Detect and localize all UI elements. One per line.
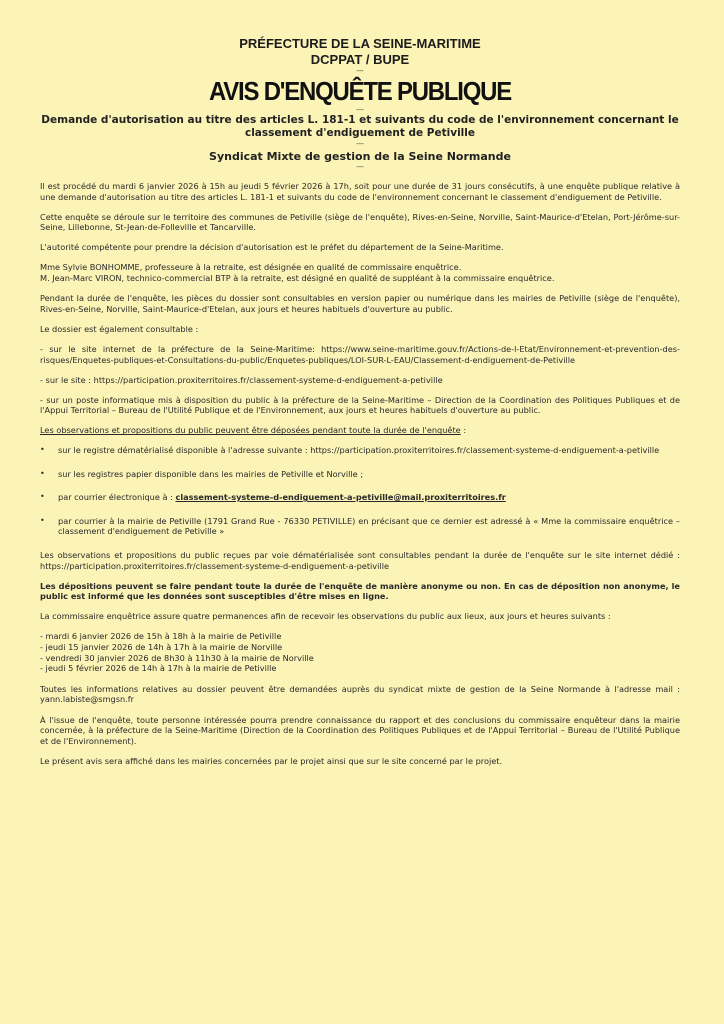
list-item: • sur le registre dématérialisé disponible à l'adresse suivante : https://participation.proxiterritoires.fr/classement-systeme-d-endiguement-a-petiville: [40, 445, 680, 456]
separator: ---: [356, 163, 364, 171]
paragraph-consultation: Pendant la durée de l'enquête, les pièces du dossier sont consultables en version papier ou numérique dans les mairies de Petiville (siège de l'enquête), Rives-en-Seine, Norville, Saint-Maurice-d'Etelan, aux jours et heures habituels d'ouverture au public.: [40, 293, 680, 314]
paragraph-territory: Cette enquête se déroule sur le territoire des communes de Petiville (siège de l'enquête), Rives-en-Seine, Norville, Saint-Maurice-d'Etelan, Port-Jérôme-sur-Seine, Lillebonne, St-Jean-de-Folleville et Tancarville.: [40, 211, 680, 233]
paragraph-commissioner: Mme Sylvie BONHOMME, professeure à la retraite, est désignée en qualité de commissaire enquêtrice.: [40, 262, 462, 273]
paragraph-substitute: M. Jean-Marc VIRON, technico-commercial BTP à la retraite, est désigné en qualité de suppléant à la commissaire enquêtrice.: [40, 273, 555, 284]
paragraph-contact: Toutes les informations relatives au dossier peuvent être demandées auprès du syndicat mixte de gestion de la Seine Normande à l'adresse mail : yann.labiste@smgsn.fr: [40, 683, 680, 705]
permanence-item: - jeudi 15 janvier 2026 de 14h à 17h à la mairie de Norville: [40, 642, 283, 653]
permanences-list: [40, 631, 680, 673]
list-item: • par courrier à la mairie de Petiville (1791 Grand Rue - 76330 PETIVILLE) en précisant que ce dernier est adressé à « Mme la commissaire enquêtrice – classement d'endiguement de Petiville »: [40, 516, 680, 537]
observations-list: [40, 445, 680, 537]
permanence-item: - jeudi 5 février 2026 de 14h à 17h à la mairie de Petiville: [40, 663, 277, 674]
paragraph-permanences-intro: La commissaire enquêtrice assure quatre permanences afin de recevoir les observations du public aux lieux, aux jours et heures suivants :: [40, 611, 611, 622]
permanence-item: - vendredi 30 janvier 2026 de 8h30 à 11h30 à la mairie de Norville: [40, 652, 314, 663]
subtitle: Demande d'autorisation au titre des articles L. 181-1 et suivants du code de l'environnement concernant le classement d'endiguement de Petiville: [41, 114, 679, 139]
paragraph-also-available: Le dossier est également consultable :: [40, 323, 199, 334]
list-item: • sur les registres papier disponible dans les mairies de Petiville et Norville ;: [40, 469, 680, 480]
list-item: [40, 492, 680, 503]
department-code: DCPPAT / BUPE: [310, 52, 410, 67]
paragraph-prefecture-site: - sur le site internet de la préfecture de la Seine-Maritime: https://www.seine-maritime.gouv.fr/Actions-de-l-Etat/Environnement-et-prevention-des-risques/Enquetes-publiques-et-Consultations-du-public/Enquetes-publiques/LOI-SUR-L-EAU/Classement-d-endiguement-de-Petiville: [40, 343, 680, 365]
separator: ---: [356, 106, 364, 114]
separator: ---: [356, 140, 364, 148]
paragraph-anonymity: Les dépositions peuvent se faire pendant toute la durée de l'enquête de manière anonyme ou non. En cas de déposition non anonyme, le public est informé que les données sont susceptibles d'être mises en ligne.: [40, 580, 680, 602]
observations-heading: [40, 425, 680, 436]
header: [40, 36, 680, 76]
notice-body: [40, 181, 680, 766]
page-title: AVIS D'ENQUÊTE PUBLIQUE: [208, 76, 512, 106]
syndicat-name: Syndicat Mixte de gestion de la Seine Normande: [209, 150, 511, 163]
email-link[interactable]: classement-systeme-d-endiguement-a-petiville@mail.proxiterritoires.fr: [175, 492, 506, 503]
paragraph-online-observations: Les observations et propositions du public reçues par voie dématérialisée sont consultables pendant la durée de l'enquête sur le site internet dédié : https://participation.proxiterritoires.fr/classement-systeme-d-endiguement-a-petiville: [40, 549, 680, 571]
permanence-item: - mardi 6 janvier 2026 de 15h à 18h à la mairie de Petiville: [40, 631, 282, 642]
colon: :: [460, 425, 467, 436]
paragraph-display: Le présent avis sera affiché dans les mairies concernées par le projet ainsi que sur le site concerné par le projet.: [40, 755, 503, 766]
paragraph-computer-station: - sur un poste informatique mis à disposition du public à la préfecture de la Seine-Maritime – Direction de la Coordination des Politiques Publiques et de l'Appui Territorial – Bureau de l'Utilité Publique et de l'Environnement, aux jours et heures habituels d'ouverture au public.: [40, 394, 680, 416]
paragraph-participation-site: - sur le site : https://participation.proxiterritoires.fr/classement-systeme-d-endiguement-a-petiville: [40, 374, 443, 385]
observations-heading-text: Les observations et propositions du public peuvent être déposées pendant toute la durée de l'enquête: [40, 425, 461, 436]
paragraph-intro: Il est procédé du mardi 6 janvier 2026 à 15h au jeudi 5 février 2026 à 17h, soit pour une durée de 31 jours consécutifs, à une enquête publique relative à une demande d'autorisation au titre des articles L. 181-1 et suivants du code de l'environnement concernant le classement d'endiguement de Petiville.: [40, 181, 680, 202]
paragraph-report: À l'issue de l'enquête, toute personne intéressée pourra prendre connaissance du rapport et des conclusions du commissaire enquêteur dans la mairie concernée, à la préfecture de la Seine-Maritime (Direction de la Coordination des Politiques Publiques et de l'Appui Territorial – Bureau de l'Utilité Publique et de l'Environnement).: [40, 714, 680, 746]
paragraph-authority: L'autorité compétente pour prendre la décision d'autorisation est le préfet du département de la Seine-Maritime.: [40, 242, 504, 253]
separator: ---: [356, 68, 364, 75]
prefecture-title: PRÉFECTURE DE LA SEINE-MARITIME: [239, 36, 481, 51]
email-prefix: par courrier électronique à :: [58, 492, 176, 503]
